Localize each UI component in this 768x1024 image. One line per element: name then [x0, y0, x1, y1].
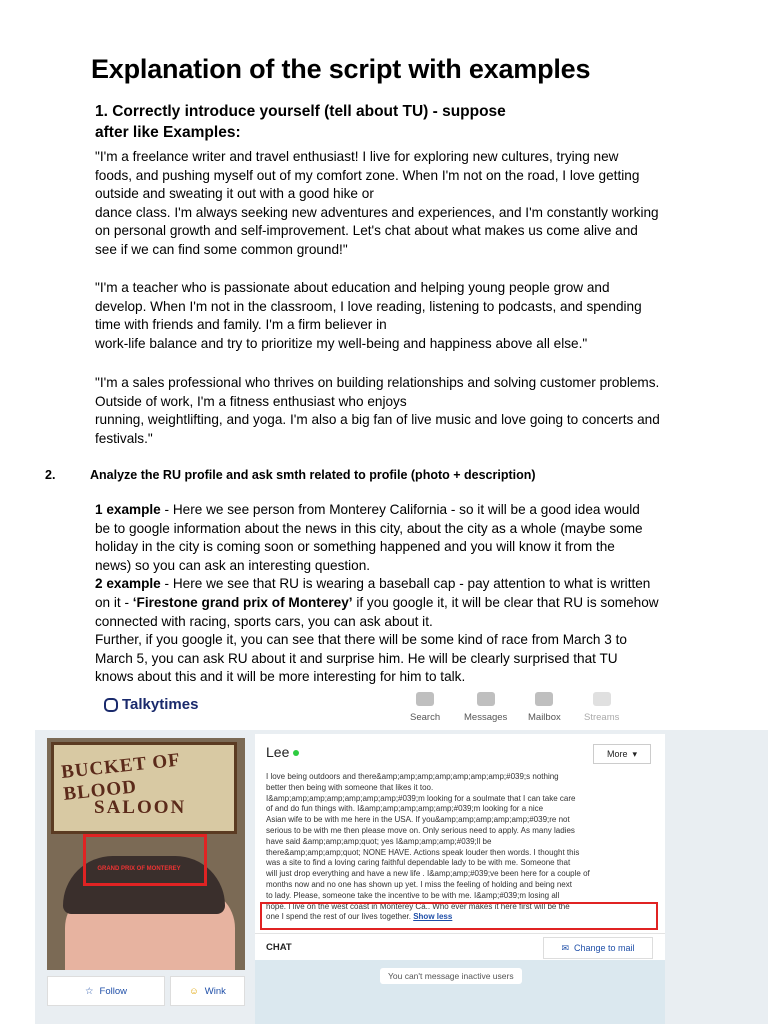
example-paragraph-2: "I'm a teacher who is passionate about education and helping young people grow and develop. When I'm not in the classroom, I love reading, listening to podcasts, and spending time with friends and family. I'm a firm believer in work-life balance and try to prioritize my well-being and happiness above all else." [95, 280, 642, 351]
example-paragraph-1: "I'm a freelance writer and travel enthusiast! I live for exploring new cultures, trying new foods, and pushing myself out of my comfort zone. When I'm not on the road, I love getting outside and sweating it out with a good hike or dance class. I'm always seeking new adventures and experiences, and I'm constantly working on personal growth and self-improvement. Let's chat about what makes us come alive and see if we can find some common ground!" [95, 149, 659, 257]
nav-streams[interactable]: Streams [584, 688, 619, 723]
chat-label: CHAT [266, 942, 292, 953]
profile-screenshot [60, 686, 768, 1024]
section-1-line: 1. Correctly introduce yourself (tell about TU) - suppose [95, 103, 506, 120]
streams-icon [593, 692, 611, 706]
inactive-notice: You can't message inactive users [380, 968, 522, 984]
nav-search[interactable]: Search [410, 688, 440, 723]
section-2-number: 2. [45, 468, 56, 482]
profile-description: I love being outdoors and there&amp;amp;amp;amp;amp;amp;amp;#039;s nothing better then being with someone that likes it too. I&amp;amp;amp;amp;amp;amp;amp;#039;m looking for a soulmate that I can take care of and do fun things with. I&amp;amp;amp;amp;amp;#039;m looking for a nice Asian wife to be with me here in the USA. If you&amp;amp;amp;amp;amp;#039;re not serious to be with me then please move on. Only serious need to apply. As many ladies have said &amp;amp;amp;quot; yes I&amp;amp;amp;#039;ll be there&amp;amp;amp;quot; NONE HAVE. Actions speak louder then words. I thought this was a site to find a loving caring faithful dependable lady to be with me. Someone that will just drop everything and have a new life . I&amp;amp;#039;ve been here for a couple of months now and no one has shown up yet. I miss the feeling of holding and being next to lady. Please, someone take the incentive to be with me. I&amp;#039;m losing all hope. I live on the west coast in Monterey Ca.. Who ever makes it here first will be the one I spend the rest of our lives together. Show less [266, 772, 590, 922]
cap-text-quote: ‘Firestone grand prix of Monterey’ [132, 594, 353, 610]
chat-header [255, 933, 665, 960]
section-1-line: after like Examples: [95, 124, 241, 141]
follow-button[interactable]: ☆ Follow [47, 976, 165, 1006]
wink-button[interactable]: ☺ Wink [170, 976, 245, 1006]
online-dot-icon [293, 750, 299, 756]
example-paragraph-3: "I'm a sales professional who thrives on building relationships and solving customer problems. Outside of work, I'm a fitness enthusiast who enjoys running, weightlifting, and yoga. I'm also a big fan of live music and love going to concerts and festivals." [95, 375, 660, 446]
search-people-icon [416, 692, 434, 706]
profile-photo[interactable] [47, 738, 245, 970]
chat-area [255, 960, 665, 1024]
caret-down-icon: ▾ [632, 748, 638, 759]
saloon-sign: BUCKET OF BLOOD SALOON [51, 742, 237, 834]
profile-card [255, 734, 665, 1024]
example-2-label: 2 example [95, 576, 161, 592]
mail-icon [535, 692, 553, 706]
nav-mailbox[interactable]: Mailbox [528, 688, 561, 723]
star-icon: ☆ [85, 985, 94, 997]
messages-icon [477, 692, 495, 706]
show-less-link[interactable]: Show less [413, 912, 453, 922]
more-dropdown[interactable]: More ▾ [593, 744, 651, 764]
profile-name: Lee [266, 744, 299, 760]
section-2-title: Analyze the RU profile and ask smth related to profile (photo + description) [90, 468, 536, 482]
section-2-body: 1 example - Here we see person from Monterey California - so it will be a good idea would be to google information about the news in this city, about the city as a whole (maybe some holiday in the city is coming soon or something happened and you will know it from the news) so you can ask an interesting question. 2 example - Here we see that RU is wearing a baseball cap - pay attention to what is written on it - ‘Firestone grand prix of Monterey’ if you google it, it will be clear that RU is somehow connected with racing, sports cars, you can ask about it. Further, if you google it, you can see that there will be some kind of race from March 3 to March 5, you can ask RU about it and surprise him. He will be clearly surprised that TU knows about this and it will be more interesting for him to talk. [95, 502, 659, 685]
change-to-mail-button[interactable]: ✉ Change to mail [543, 937, 653, 959]
section-1-heading [95, 101, 506, 143]
cap-text: GRAND PRIX OF MONTEREY [97, 866, 181, 872]
envelope-icon: ✉ [561, 942, 569, 953]
chat-bubble-icon [104, 698, 118, 712]
example-1-label: 1 example [95, 502, 161, 517]
nav-messages[interactable]: Messages [464, 688, 507, 723]
location-highlight-box [260, 902, 658, 930]
wink-emoji-icon: ☺ [189, 985, 199, 997]
page-title: Explanation of the script with examples [91, 54, 591, 84]
profile-panel [35, 730, 768, 1024]
cap-highlight-box [83, 834, 207, 886]
talkytimes-logo[interactable]: Talkytimes [104, 696, 198, 713]
